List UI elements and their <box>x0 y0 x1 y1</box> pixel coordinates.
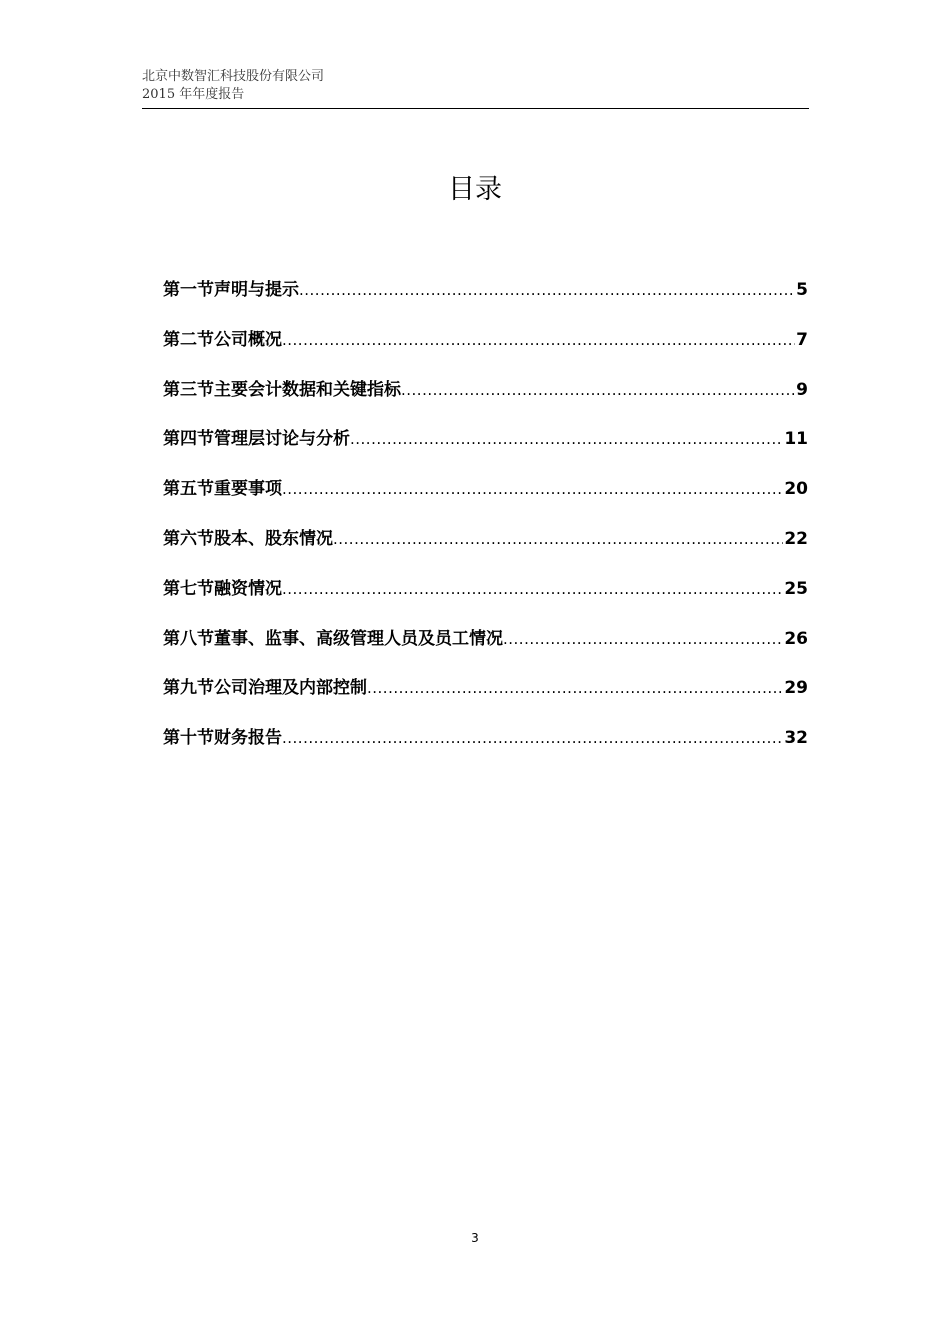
toc-entry-10[interactable] <box>163 724 808 774</box>
toc-entry-page: 26 <box>784 628 808 649</box>
page-number: 3 <box>471 1231 479 1245</box>
toc-dot-leader <box>282 475 783 503</box>
company-name: 北京中数智汇科技股份有限公司 <box>142 69 325 84</box>
toc-entry-label: 第四节管理层讨论与分析 <box>163 429 350 450</box>
toc-entry-label: 第九节公司治理及内部控制 <box>163 678 367 699</box>
toc-entry-3[interactable] <box>163 376 808 426</box>
toc-entry-label: 第七节融资情况 <box>163 578 282 599</box>
toc-entry-label: 第八节董事、监事、高级管理人员及员工情况 <box>163 628 503 649</box>
toc-title: 目录 <box>448 174 502 205</box>
toc-entry-1[interactable] <box>163 276 808 326</box>
toc-dot-leader <box>503 625 783 653</box>
toc-entry-label: 第十节财务报告 <box>163 728 282 749</box>
toc-dot-leader <box>282 724 783 752</box>
toc-entry-label: 第六节股本、股东情况 <box>163 528 333 549</box>
toc-entry-page: 20 <box>784 479 808 500</box>
toc-dot-leader <box>299 276 795 304</box>
toc-entry-7[interactable] <box>163 575 808 625</box>
toc-entry-4[interactable] <box>163 425 808 475</box>
toc-entry-page: 22 <box>784 528 808 549</box>
toc-dot-leader <box>282 575 783 603</box>
toc-entry-page: 9 <box>796 379 808 400</box>
toc-entry-page: 25 <box>784 578 808 599</box>
page-header <box>142 68 809 109</box>
toc-entry-5[interactable] <box>163 475 808 525</box>
toc-dot-leader <box>367 674 783 702</box>
table-of-contents <box>163 276 808 774</box>
toc-dot-leader <box>333 525 783 553</box>
toc-dot-leader <box>350 425 783 453</box>
toc-entry-2[interactable] <box>163 326 808 376</box>
toc-entry-label: 第三节主要会计数据和关键指标 <box>163 379 401 400</box>
toc-entry-page: 7 <box>796 329 808 350</box>
toc-entry-label: 第一节声明与提示 <box>163 280 299 300</box>
toc-entry-label: 第五节重要事项 <box>163 479 282 500</box>
toc-entry-page: 11 <box>784 429 808 450</box>
toc-dot-leader <box>282 326 795 354</box>
toc-dot-leader <box>401 376 795 404</box>
toc-entry-6[interactable] <box>163 525 808 575</box>
toc-entry-page: 32 <box>784 728 808 749</box>
toc-entry-page: 5 <box>796 280 808 300</box>
toc-entry-9[interactable] <box>163 674 808 724</box>
toc-entry-8[interactable] <box>163 625 808 675</box>
toc-entry-page: 29 <box>784 678 808 699</box>
toc-entry-label: 第二节公司概况 <box>163 329 282 350</box>
report-name: 2015 年年度报告 <box>142 87 245 102</box>
